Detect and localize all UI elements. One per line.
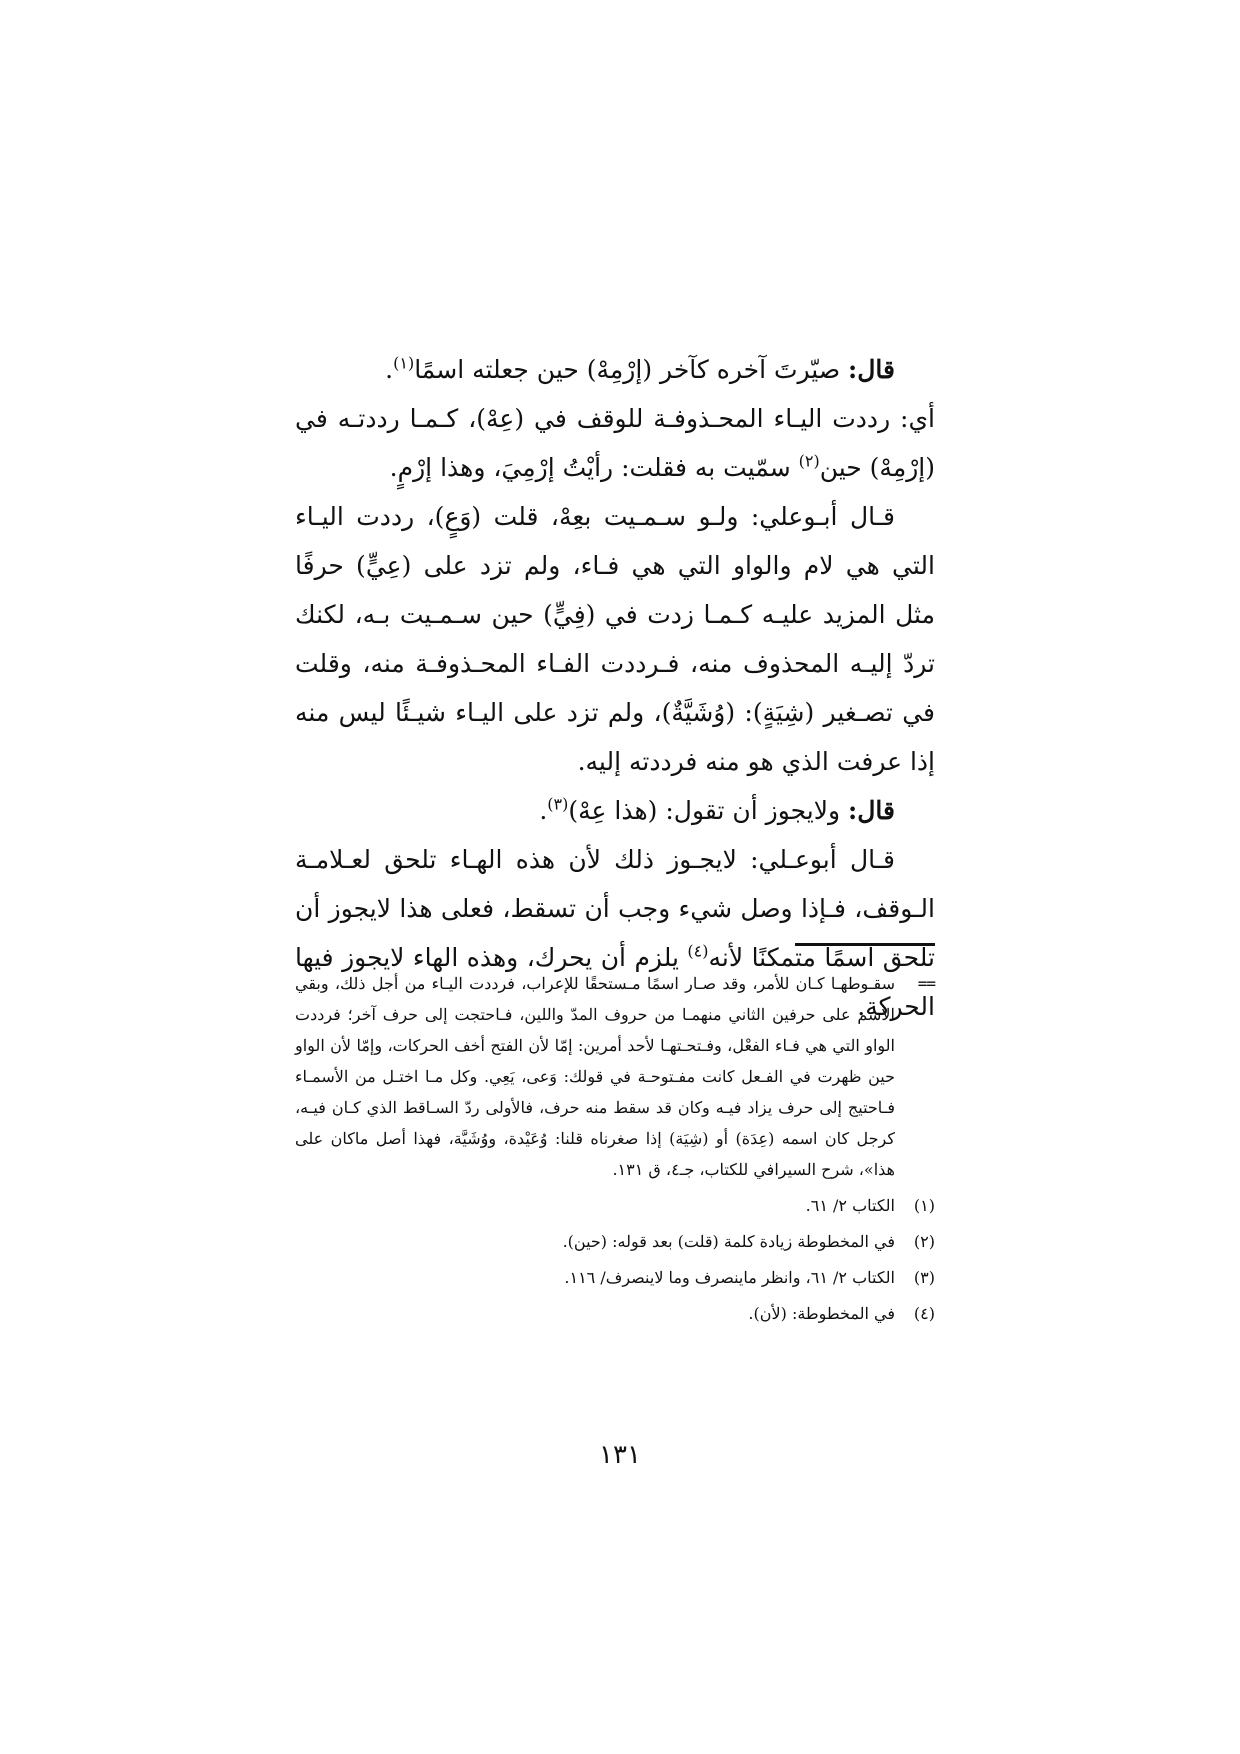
footnote-text: في المخطوطة: (لأن). (748, 1304, 895, 1323)
footnote-text: في المخطوطة زيادة كلمة (قلت) بعد قوله: (حين). (562, 1232, 895, 1251)
footnote-4 (295, 1298, 935, 1329)
footnote-ref-2: (٢) (798, 451, 820, 471)
footnote-ref-1: (١) (393, 353, 415, 373)
paragraph-text: ولايجوز أن تقول: (هذا عِهْ) (568, 796, 849, 825)
footnote-number: (٤) (913, 1304, 935, 1323)
speaker-label: قال: (848, 796, 895, 825)
footnote-number: (٢) (913, 1232, 935, 1251)
footnote-ref-3: (٣) (547, 794, 569, 814)
page-number: ١٣١ (599, 1440, 641, 1470)
continued-footnote-text: سقـوطهـا كـان للأمر، وقد صـار اسمًا مـستحقًا للإعراب، فرددت اليـاء من أجل ذلك، وبقي الاسم على حرفين الثاني منهمـا من حروف المدّ واللين، فـاحتجت إلى حرف آخر؛ فرددت الواو التي هي فـاء الفعْل، وفـتحـتهـا لأحد أمرين: إمّا لأن الفتح أخف الحركات، وإمّا لأن الواو حين ظهرت في الفـعل كانت مفـتوحـة في قولك: وَعى، يَعِي. وكل مـا اختـل من الأسمـاء فـاحتيج إلى حرف يزاد فيـه وكان قد سقط منه حرف، فالأولى ردّ السـاقط الذي كـان فيـه، كرجل كان اسمه (عِدَة) أو (شِيَة) إذا صغرناه قلنا: وُعَيْدة، ووُشَيَّة، فهذا أصل ماكان على هذا»، شرح السيرافي للكتاب، جـ٤، ق ١٣١. (295, 974, 895, 1179)
main-text-body (295, 345, 935, 1031)
paragraph-tail: . (539, 796, 548, 825)
paragraph-text-cont: سمّيت به فقلت: رأيْتُ إرْمِيَ، وهذا إرْمٍ. (389, 453, 799, 482)
footnote-ref-4: (٤) (687, 941, 709, 961)
paragraph-text: صيّرتَ آخره كآخر (إرْمِهْ) حين جعلته اسمًا (414, 355, 849, 384)
paragraph-3: قـال أبـوعلي: ولـو سـمـيت بعِهْ، قلت (وَعٍ)، رددت اليـاء التي هي لام والواو التي هي فـاء، ولم تزد على (عِيٍّ) حرفًا مثل المزيد عليـه كـمـا زدت في (فِيٍّ) حين سـمـيت بـه، لكنك تردّ إليـه المحذوف منه، فـرددت الفـاء المحـذوفـة منه، وقلت في تصـغير (شِيَةٍ): (وُشَيَّةٌ)، ولم تزد على اليـاء شيـئًا ليس منه إذا عرفت الذي هو منه فرددته إليه. (295, 502, 935, 776)
footnote-1 (295, 1190, 935, 1221)
speaker-label: قال: (848, 355, 895, 384)
continued-footnote (295, 968, 935, 1185)
footnote-number: (٣) (913, 1268, 935, 1287)
footnote-text: الكتاب ٢/ ٦١. (805, 1196, 895, 1215)
footnote-number: (١) (913, 1196, 935, 1215)
paragraph-4 (295, 786, 935, 835)
paragraph-1 (295, 345, 935, 394)
paragraph-text: قـال أبوعـلي: لايجـوز ذلك لأن هذه الهـاء تلحق لعـلامـة الـوقف، فـإذا وصل شيء وجب أن تسقط، فعلى هذا لايجوز أن تلحق اسمًا متمكنًا لأنه (295, 845, 935, 972)
paragraph-tail: . (385, 355, 394, 384)
footnote-separator (795, 943, 935, 946)
footnote-3 (295, 1262, 935, 1293)
continued-mark: == (917, 974, 935, 993)
paragraph-text: أي: رددت اليـاء المحـذوفـة للوقف في (عِهْ)، كـمـا رددتـه في (إرْمِهْ) حين (295, 404, 935, 482)
footnote-2 (295, 1226, 935, 1257)
footnote-text: الكتاب ٢/ ٦١، وانظر ماينصرف وما لاينصرف/ ١١٦. (564, 1268, 895, 1287)
footnotes-section (295, 968, 935, 1329)
paragraph-2 (295, 394, 935, 492)
paragraph-text-cont: يلزم أن يحرك، وهذه الهاء لايجوز فيها الحركة. (295, 943, 935, 1021)
